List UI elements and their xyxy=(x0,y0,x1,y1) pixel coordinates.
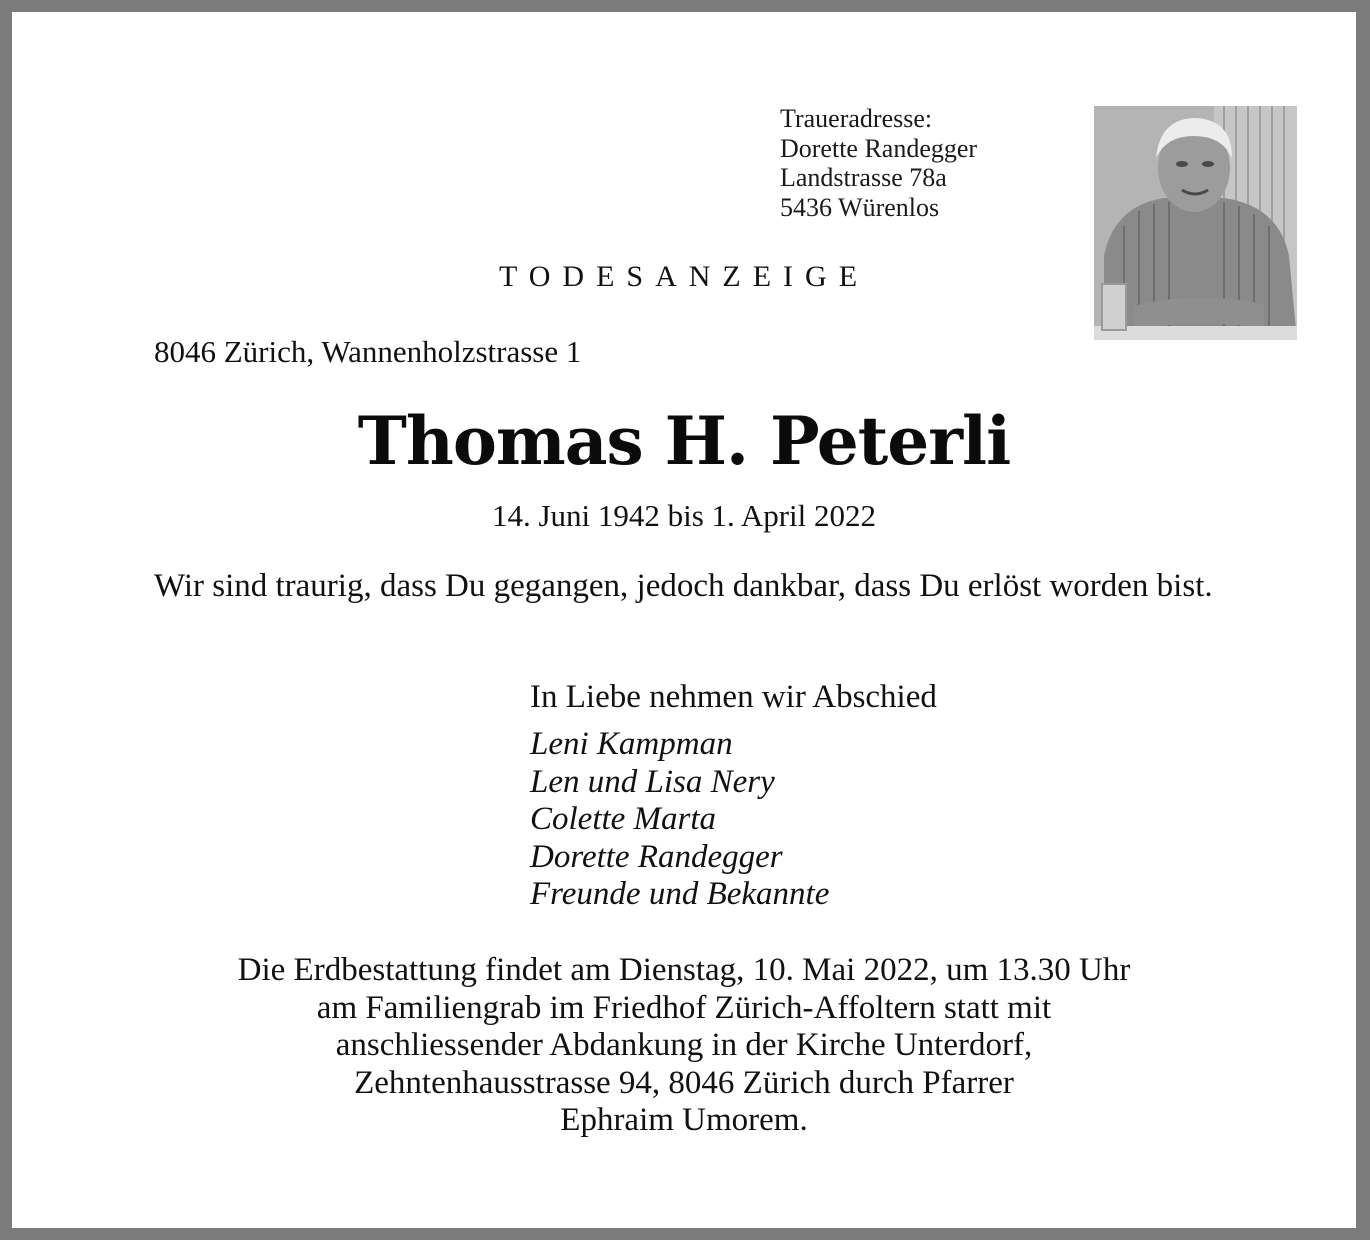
mourning-address xyxy=(780,104,977,222)
mourner-name: Leni Kampman xyxy=(530,726,733,762)
mourner-name: Len und Lisa Nery xyxy=(530,763,775,800)
mourner-name: Colette Marta xyxy=(530,801,717,837)
mourning-address-name: Dorette Randegger xyxy=(780,133,978,163)
mourner-name: Dorette Randegger xyxy=(530,838,783,875)
funeral-info-line: am Familiengrab im Friedhof Zürich-Affoltern statt mit xyxy=(316,989,1052,1026)
deceased-name: Thomas H. Peterli xyxy=(357,402,1011,480)
funeral-info-line: Zehntenhausstrasse 94, 8046 Zürich durch Pfarrer xyxy=(354,1064,1014,1101)
mourning-address-label: Traueradresse: xyxy=(780,104,933,133)
mourning-address-city: 5436 Würenlos xyxy=(780,192,940,222)
funeral-info-line: Ephraim Umorem. xyxy=(560,1102,808,1138)
mourning-address-street: Landstrasse 78a xyxy=(780,163,947,192)
funeral-info xyxy=(112,952,1256,1140)
obituary-page xyxy=(12,12,1356,1228)
deceased-address: 8046 Zürich, Wannenholzstrasse 1 xyxy=(154,334,582,369)
farewell-block xyxy=(530,678,937,914)
mourner-name: Freunde und Bekannte xyxy=(530,876,830,912)
funeral-info-line: Die Erdbestattung findet am Dienstag, 10. Mai 2022, um 13.30 Uhr xyxy=(237,952,1131,988)
funeral-info-line: anschliessender Abdankung in der Kirche Unterdorf, xyxy=(335,1027,1033,1063)
notice-heading: TODESANZEIGE xyxy=(498,260,870,293)
life-dates: 14. Juni 1942 bis 1. April 2022 xyxy=(491,498,877,533)
memorial-text: Wir sind traurig, dass Du gegangen, jedoch dankbar, dass Du erlöst worden bist. xyxy=(154,568,1213,604)
farewell-intro: In Liebe nehmen wir Abschied xyxy=(530,679,937,715)
portrait-photo xyxy=(1094,106,1297,340)
